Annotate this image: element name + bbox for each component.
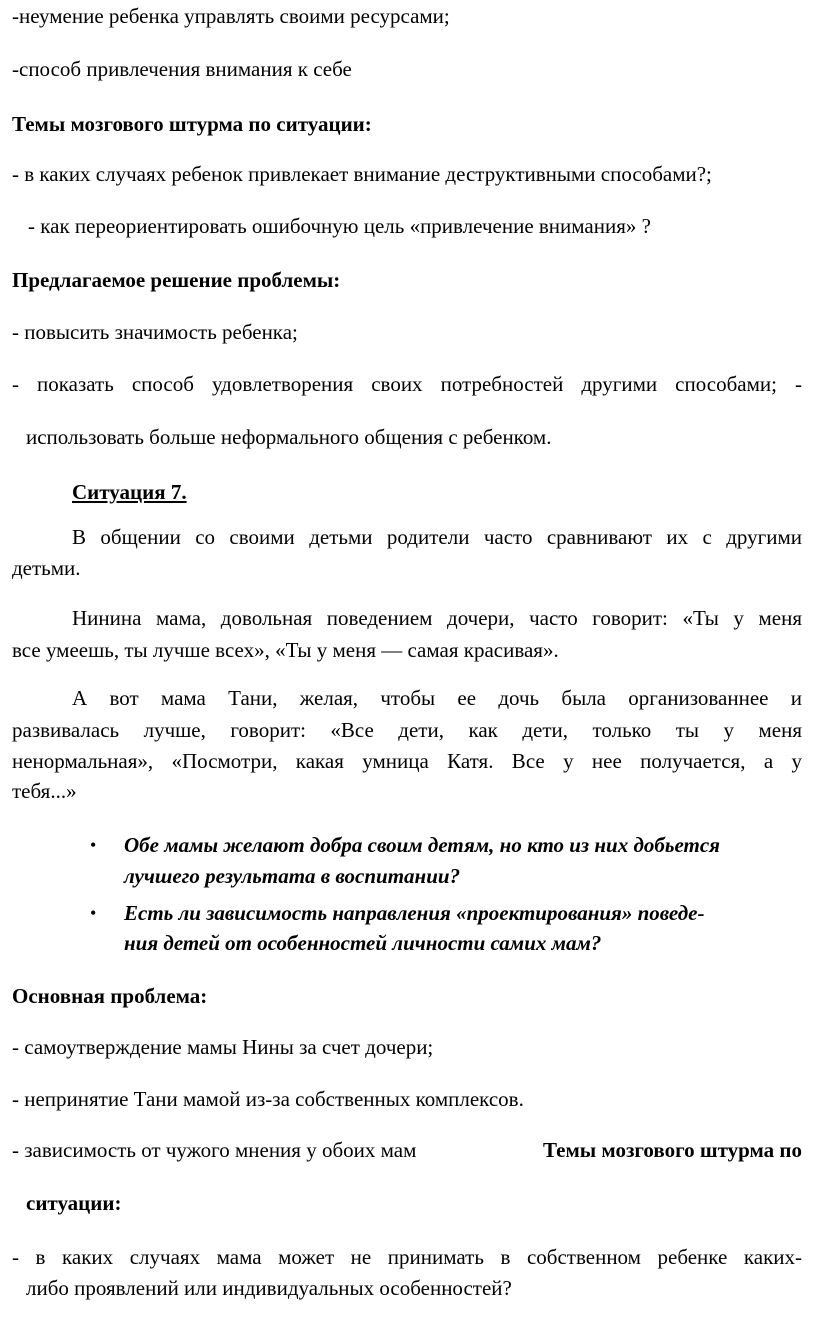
situation-title: Ситуация 7. (72, 480, 187, 504)
paragraph-line: детьми. (12, 556, 81, 580)
text-segment: - зависимость от чужого мнения у обоих мам (12, 1138, 417, 1162)
text-line: - как переориентировать ошибочную цель «привлечение внимания» ? (28, 214, 651, 238)
question-line: Обе мамы желают добра своим детям, но кто из них добьется (124, 833, 720, 857)
section-heading-inline: Темы мозгового штурма по (542, 1138, 802, 1162)
paragraph-line: В общении со своими детьми родители часто сравнивают их с другими (72, 525, 802, 549)
paragraph-line: тебя...» (12, 779, 77, 803)
question-line: Есть ли зависимость направления «проектирования» поведе- (124, 901, 705, 925)
text-line: - в каких случаях ребенок привлекает внимание деструктивными способами?; (12, 162, 712, 186)
section-heading: ситуации: (26, 1191, 122, 1215)
paragraph-line: Нинина мама, довольная поведением дочери, часто говорит: «Ты у меня (72, 606, 802, 630)
paragraph-line: развивалась лучше, говорит: «Все дети, как дети, только ты у меня (12, 718, 802, 742)
question-line: лучшего результата в воспитании? (124, 864, 461, 888)
text-line: -неумение ребенка управлять своими ресурсами; (12, 4, 450, 28)
text-line: либо проявлений или индивидуальных особенностей? (26, 1276, 512, 1300)
text-line: использовать больше неформального общения с ребенком. (26, 425, 552, 449)
text-line: - показать способ удовлетворения своих потребностей другими способами; - (12, 372, 802, 396)
text-line: - повысить значимость ребенка; (12, 320, 298, 344)
bullet-icon: • (90, 835, 97, 855)
bullet-icon: • (90, 903, 97, 923)
text-line (12, 1136, 802, 1165)
paragraph-line: ненормальная», «Посмотри, какая умница Катя. Все у нее получается, а у (12, 749, 802, 773)
section-heading: Основная проблема: (12, 984, 208, 1008)
text-line: - в каких случаях мама может не принимать в собственном ребенке каких- (12, 1245, 802, 1269)
text-line: -способ привлечения внимания к себе (12, 57, 352, 81)
section-heading: Предлагаемое решение проблемы: (12, 268, 341, 292)
paragraph-line: все умеешь, ты лучше всех», «Ты у меня — самая красивая». (12, 638, 559, 662)
section-heading: Темы мозгового штурма по ситуации: (12, 112, 372, 136)
paragraph-line: А вот мама Тани, желая, чтобы ее дочь была организованнее и (72, 686, 802, 710)
text-line: - непринятие Тани мамой из-за собственных комплексов. (12, 1087, 524, 1111)
text-line: - самоутверждение мамы Нины за счет дочери; (12, 1035, 434, 1059)
question-line: ния детей от особенностей личности самих мам? (124, 931, 602, 955)
